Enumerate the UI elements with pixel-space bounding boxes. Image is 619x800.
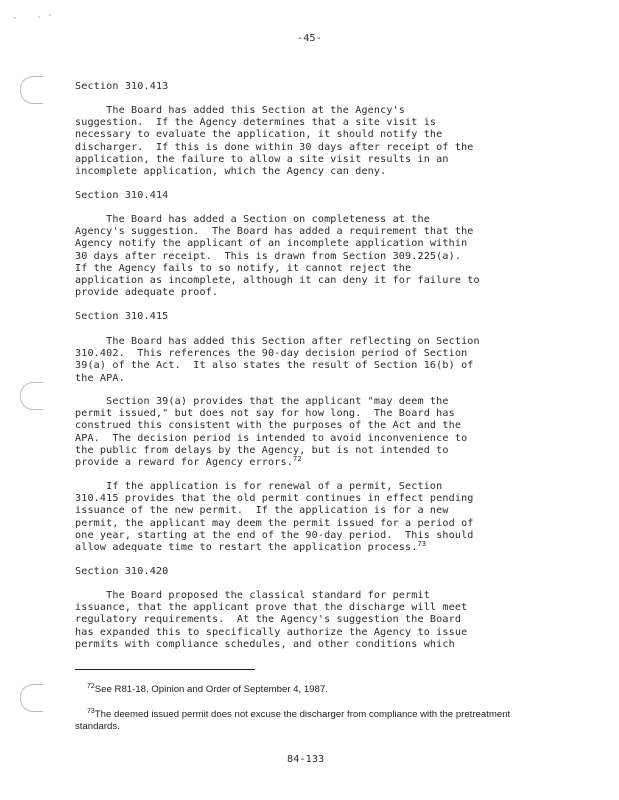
footnote-divider (75, 669, 255, 670)
scan-speck (14, 17, 16, 19)
footnote (75, 684, 567, 696)
text-line: the public from delays by the Agency, but is not intended to (75, 444, 449, 456)
paragraph (75, 590, 467, 651)
text-line: allow adequate time to restart the application process. (75, 542, 418, 554)
text-line: permit, the applicant may deem the permit issued for a period of (75, 517, 474, 529)
footnote-number: 72 (87, 683, 95, 690)
footnote-text: See R81-18, Opinion and Order of September 4, 1987. (94, 684, 328, 695)
text-line: APA. The decision period is intended to avoid inconvenience to (75, 432, 468, 444)
punch-hole-bottom (20, 684, 43, 712)
text-line: Agency notify the applicant of an incomplete application within (75, 238, 468, 250)
paragraph (75, 214, 480, 299)
text-line: issuance of the new permit. If the application is for a new (75, 505, 449, 517)
text-line: Section 39(a) provides that the applicant "may deem the (75, 396, 449, 407)
text-line: If the application is for renewal of a permit, Section (75, 481, 443, 492)
text-line: construed this consistent with the purposes of the Act and the (75, 420, 462, 432)
section-heading: Section 310.420 (75, 566, 169, 577)
text-line: The Board has added this Section at the Agency's (75, 105, 406, 116)
text-line: The Board proposed the classical standard for permit (75, 590, 430, 601)
page-footer: 84-133 (287, 754, 325, 765)
text-line: Agency's suggestion. The Board has added a requirement that the (75, 226, 474, 238)
text-line: has expanded this to specifically authorize the Agency to issue (75, 626, 468, 638)
text-line: 39(a) of the Act. It also states the result of Section 16(b) of (75, 360, 474, 372)
text-line: permits with compliance schedules, and other conditions which (75, 638, 455, 650)
text-line: necessary to evaluate the application, it should notify the (75, 129, 443, 141)
section-heading: Section 310.414 (75, 190, 169, 201)
footnote-text: The deemed issued permit does not excuse the discharger from compliance with the pretreatment standards. (75, 709, 511, 732)
text-line: 310.402. This references the 90-day decision period of Section (75, 348, 468, 360)
text-line: regulatory requirements. At the Agency's suggestion the Board (75, 614, 462, 626)
section-heading: Section 310.415 (75, 311, 169, 322)
text-line: The Board has added a Section on completeness at the (75, 214, 430, 225)
paragraph (75, 336, 480, 385)
text-line: The Board has added this Section after reflecting on Section (75, 336, 480, 347)
paragraph (75, 396, 467, 469)
text-line: If the Agency fails to so notify, it cannot reject the (75, 262, 412, 274)
text-line: permit issued," but does not say for how long. The Board has (75, 408, 455, 420)
text-line: application, the failure to allow a site visit results in an (75, 153, 449, 165)
scan-speck (49, 14, 51, 16)
footnote (75, 709, 555, 732)
paragraph (75, 481, 474, 554)
section-heading: Section 310.413 (75, 81, 169, 92)
footnote-ref: 72 (292, 455, 302, 464)
punch-hole-middle (20, 382, 43, 410)
text-line: 310.415 provides that the old permit continues in effect pending (75, 493, 474, 505)
text-line: one year, starting at the end of the 90-day period. This should (75, 529, 474, 541)
text-line: suggestion. If the Agency determines that a site visit is (75, 117, 437, 129)
punch-hole-top (20, 76, 43, 104)
text-line: application as incomplete, although it can deny it for failure to (75, 275, 480, 287)
text-line: the APA. (75, 372, 125, 384)
page-number: -45- (297, 33, 322, 44)
text-line: 30 days after receipt. This is drawn from Section 309.225(a). (75, 250, 462, 262)
scan-speck (38, 16, 40, 18)
text-line: issuance, that the applicant prove that the discharge will meet (75, 602, 468, 614)
footnote-number: 73 (87, 708, 95, 715)
text-line: provide adequate proof. (75, 287, 219, 299)
footnote-ref: 73 (417, 540, 427, 549)
text-line: incomplete application, which the Agency can deny. (75, 166, 387, 178)
paragraph (75, 105, 474, 178)
text-line: provide a reward for Agency errors. (75, 457, 293, 469)
text-line: discharger. If this is done within 30 days after receipt of the (75, 141, 474, 153)
